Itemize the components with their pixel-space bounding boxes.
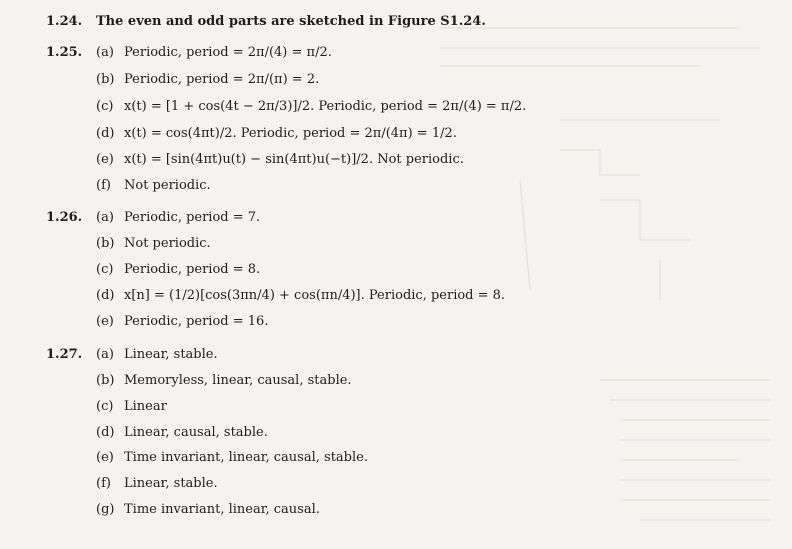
item-label: (d) — [96, 425, 115, 440]
item-label: (c) — [96, 262, 114, 277]
item-label: (a) — [96, 347, 114, 362]
item-text: Not periodic. — [124, 178, 211, 193]
item-label: (g) — [96, 502, 115, 517]
item-label: (c) — [96, 99, 114, 114]
item-label: (b) — [96, 373, 115, 388]
item-label: (f) — [96, 178, 111, 193]
item-label: (a) — [96, 45, 114, 60]
item-label: (e) — [96, 314, 114, 329]
item-label: (e) — [96, 152, 114, 167]
item-label: (f) — [96, 476, 111, 491]
item-label: (a) — [96, 210, 114, 225]
problem-number: 1.26. — [46, 210, 83, 225]
item-text: Not periodic. — [124, 236, 211, 251]
item-text: Periodic, period = 7. — [124, 210, 261, 225]
item-label: (d) — [96, 126, 115, 141]
item-text: Periodic, period = 16. — [124, 314, 269, 329]
problem-number: 1.27. — [46, 347, 83, 362]
item-text: x(t) = [1 + cos(4t − 2π/3)]/2. Periodic, period = 2π/(4) = π/2. — [124, 99, 527, 114]
item-text: Linear, stable. — [124, 347, 218, 362]
problem-number: 1.24. — [46, 14, 83, 29]
item-text: Periodic, period = 2π/(π) = 2. — [124, 72, 320, 87]
item-label: (e) — [96, 450, 114, 465]
item-text: Periodic, period = 2π/(4) = π/2. — [124, 45, 332, 60]
item-label: (d) — [96, 288, 115, 303]
item-text: x(t) = [sin(4πt)u(t) − sin(4πt)u(−t)]/2. Not periodic. — [124, 152, 464, 167]
item-text: Time invariant, linear, causal. — [124, 502, 320, 517]
item-text: Linear — [124, 399, 167, 414]
item-text: Linear, stable. — [124, 476, 218, 491]
item-label: (b) — [96, 236, 115, 251]
item-text: Periodic, period = 8. — [124, 262, 261, 277]
item-text: x[n] = (1/2)[cos(3πn/4) + cos(πn/4)]. Periodic, period = 8. — [124, 288, 506, 303]
item-label: (b) — [96, 72, 115, 87]
problem-number: 1.25. — [46, 45, 83, 60]
item-text: Memoryless, linear, causal, stable. — [124, 373, 352, 388]
item-text: x(t) = cos(4πt)/2. Periodic, period = 2π/(4π) = 1/2. — [124, 126, 457, 141]
item-text: Time invariant, linear, causal, stable. — [124, 450, 368, 465]
item-label: (c) — [96, 399, 114, 414]
problem-text: The even and odd parts are sketched in Figure S1.24. — [96, 14, 486, 29]
item-text: Linear, causal, stable. — [124, 425, 268, 440]
